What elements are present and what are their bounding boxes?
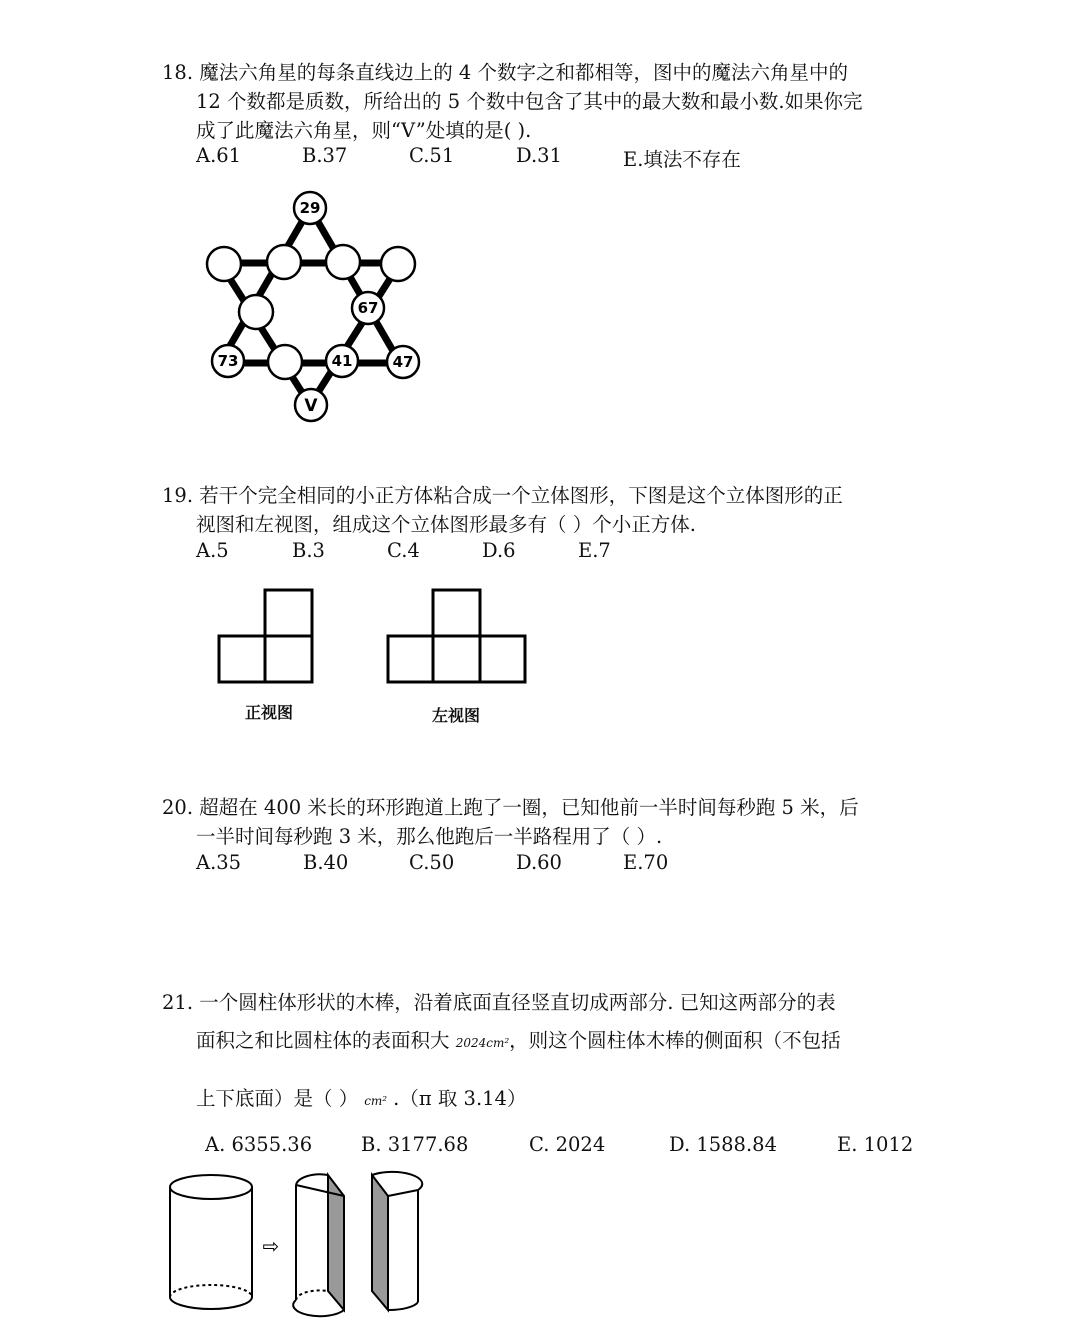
- question-20-line-1: 20. 超超在 400 米长的环形跑道上跑了一圈，已知他前一半时间每秒跑 5 米，后: [162, 796, 859, 819]
- front-view-caption: 正视图: [245, 703, 294, 722]
- question-19-number: 19.: [162, 484, 194, 507]
- label-47: 47: [392, 353, 414, 371]
- option-b: B.40: [303, 851, 349, 874]
- question-19: [162, 481, 922, 539]
- question-18-line-2: 12 个数都是质数，所给出的 5 个数中包含了其中的最大数和最小数.如果你完: [196, 90, 863, 113]
- option-e: E.填法不存在: [623, 148, 741, 171]
- option-a: A.5: [196, 539, 229, 562]
- question-20-line-2: 一半时间每秒跑 3 米，那么他跑后一半路程用了（ ）.: [196, 825, 663, 848]
- left-view-figure: [385, 587, 529, 685]
- cylinder-left-half: [293, 1174, 344, 1316]
- question-19-line-2: 视图和左视图，组成这个立体图形最多有（ ）个小正方体.: [196, 513, 696, 536]
- option-d: D.60: [516, 851, 562, 874]
- question-20-number: 20.: [162, 796, 194, 819]
- surface-area-value: 2024cm²: [455, 1036, 510, 1050]
- node-inner-top-right: [326, 245, 360, 279]
- node-top-right: [381, 247, 415, 281]
- option-c: C.4: [387, 539, 420, 562]
- front-view-figure: [216, 587, 318, 685]
- option-b: B.3: [292, 539, 325, 562]
- option-e: E.7: [578, 539, 611, 562]
- question-21: [162, 988, 922, 1017]
- option-c: C.50: [409, 851, 455, 874]
- cylinder-cut-figure: [160, 1168, 430, 1328]
- option-c: C. 2024: [529, 1133, 606, 1156]
- question-19-line-1: 19. 若干个完全相同的小正方体粘合成一个立体图形，下图是这个立体图形的正: [162, 484, 843, 507]
- question-18-line-3: 成了此魔法六角星，则“V”处填的是( ).: [196, 119, 532, 142]
- option-a: A.35: [196, 851, 242, 874]
- node-inner-top-left: [267, 245, 301, 279]
- node-left: [239, 295, 273, 329]
- option-d: D.31: [516, 144, 562, 167]
- magic-hexagram-figure: [190, 180, 450, 440]
- question-18: [162, 58, 922, 145]
- left-view-caption: 左视图: [432, 706, 481, 725]
- option-b: B.37: [302, 144, 348, 167]
- label-67: 67: [357, 299, 379, 317]
- question-21-line-1: 21. 一个圆柱体形状的木棒，沿着底面直径竖直切成两部分. 已知这两部分的表: [162, 991, 836, 1014]
- option-a: A.61: [196, 144, 242, 167]
- option-a: A. 6355.36: [205, 1133, 313, 1156]
- question-21-line-3: 上下底面）是（ ） cm² .（π 取 3.14）: [196, 1087, 527, 1110]
- label-v: V: [304, 396, 318, 416]
- option-e: E. 1012: [837, 1133, 914, 1156]
- label-29: 29: [299, 199, 321, 217]
- label-41: 41: [331, 352, 353, 370]
- option-e: E.70: [623, 851, 669, 874]
- question-21-line-2: 面积之和比圆柱体的表面积大 2024cm²，则这个圆柱体木棒的侧面积（不包括: [196, 1029, 841, 1052]
- unit-label: cm²: [364, 1094, 388, 1108]
- option-c: C.51: [409, 144, 455, 167]
- question-21-number: 21.: [162, 991, 194, 1014]
- arrow-icon: ⇨: [262, 1234, 280, 1258]
- node-inner-bottom-left: [268, 345, 302, 379]
- node-top-left: [207, 247, 241, 281]
- cylinder-whole: [170, 1175, 252, 1309]
- option-b: B. 3177.68: [361, 1133, 469, 1156]
- question-20: [162, 793, 922, 851]
- option-d: D. 1588.84: [669, 1133, 777, 1156]
- label-73: 73: [217, 352, 239, 370]
- option-d: D.6: [482, 539, 516, 562]
- question-18-number: 18.: [162, 61, 194, 84]
- cylinder-right-half: [372, 1172, 422, 1310]
- question-18-line-1: 18. 魔法六角星的每条直线边上的 4 个数字之和都相等，图中的魔法六角星中的: [162, 61, 849, 84]
